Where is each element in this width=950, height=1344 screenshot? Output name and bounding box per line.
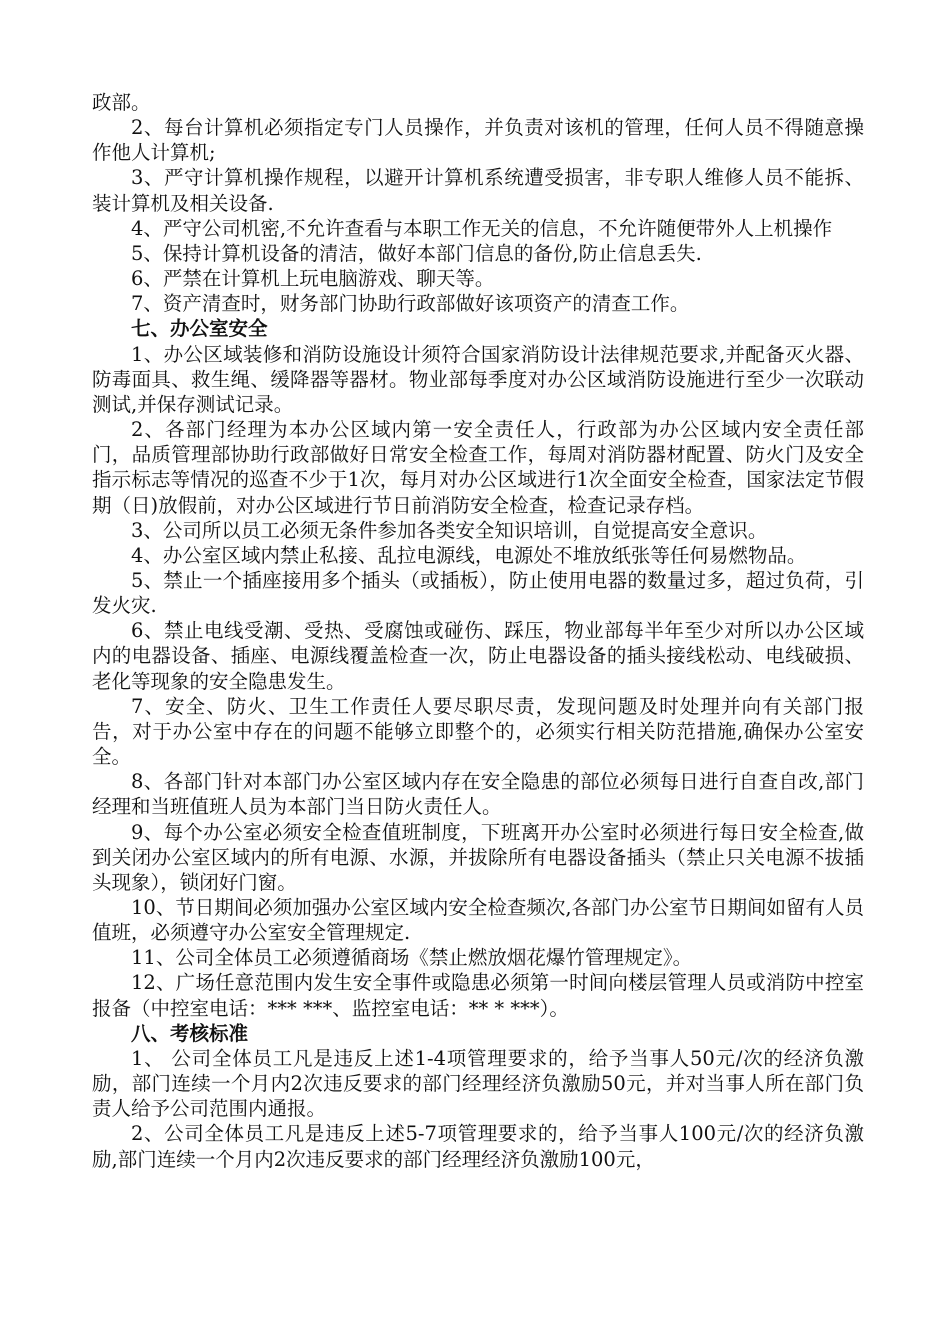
- paragraph-safety-12: 12、广场任意范围内发生安全事件或隐患必须第一时间向楼层管理人员或消防中控室报备（中控室电话：*** ***、监控室电话：** * ***）。: [92, 971, 864, 1020]
- paragraph-safety-8: 8、各部门针对本部门办公室区域内存在安全隐患的部位必须每日进行自查自改,部门经理和当班值班人员为本部门当日防火责任人。: [92, 770, 864, 819]
- paragraph-safety-10: 10、节日期间必须加强办公室区域内安全检查频次,各部门办公室节日期间如留有人员值班，必须遵守办公室安全管理规定.: [92, 896, 865, 945]
- paragraph-safety-4: 4、办公室区域内禁止私接、乱拉电源线，电源处不堆放纸张等任何易燃物品。: [131, 543, 807, 567]
- section-heading-office-safety: 七、办公室安全: [131, 317, 268, 341]
- paragraph-safety-6: 6、禁止电线受潮、受热、受腐蚀或碰伤、踩压，物业部每半年至少对所以办公区域内的电器设备、插座、电源线覆盖检查一次，防止电器设备的插头接线松动、电线破损、老化等现象的安全隐患发生。: [92, 619, 864, 693]
- paragraph-safety-9: 9、每个办公室必须安全检查值班制度，下班离开办公室时必须进行每日安全检查,做到关闭办公室区域内的所有电源、水源，并拔除所有电器设备插头（禁止只关电源不拔插头现象），锁闭好门窗。: [92, 820, 864, 894]
- paragraph-computer-6: 6、严禁在计算机上玩电脑游戏、聊天等。: [131, 267, 495, 291]
- paragraph-safety-5: 5、禁止一个插座接用多个插头（或插板），防止使用电器的数量过多，超过负荷，引发火灾.: [92, 568, 864, 618]
- paragraph-assessment-2: 2、公司全体员工凡是违反上述5-7项管理要求的，给予当事人100元/次的经济负激励,部门连续一个月内2次违反要求的部门经理经济负激励100元，: [92, 1122, 864, 1171]
- paragraph-computer-2: 2、每台计算机必须指定专门人员操作，并负责对该机的管理，任何人员不得随意操作他人计算机;: [92, 116, 864, 165]
- paragraph-safety-1: 1、办公区域装修和消防设施设计须符合国家消防设计法律规范要求,并配备灭火器、防毒面具、救生绳、缓降器等器材。物业部每季度对办公区域消防设施进行至少一次联动测试,并保存测试记录。: [92, 342, 864, 416]
- paragraph-safety-7: 7、安全、防火、卫生工作责任人要尽职尽责，发现问题及时处理并向有关部门报告，对于办公室中存在的问题不能够立即整个的，必须实行相关防范措施,确保办公室安全。: [92, 694, 864, 769]
- document-page: [92, 90, 864, 1172]
- paragraph-computer-7: 7、资产清查时，财务部门协助行政部做好该项资产的清查工作。: [131, 292, 690, 316]
- paragraph-continuation: 政部。: [92, 91, 151, 114]
- paragraph-safety-2: 2、各部门经理为本办公区域内第一安全责任人，行政部为办公区域内安全责任部门，品质管理部协助行政部做好日常安全检查工作，每周对消防器材配置、防火门及安全指示标志等情况的巡查不少于1次，每月对办公区域进行1次全面安全检查，国家法定节假期（日)放假前，对办公区域进行节日前消防安全检查，检查记录存档。: [92, 418, 864, 517]
- paragraph-computer-3: 3、严守计算机操作规程，以避开计算机系统遭受损害，非专职人维修人员不能拆、装计算机及相关设备.: [92, 166, 864, 215]
- paragraph-safety-3: 3、公司所以员工必须无条件参加各类安全知识培训，自觉提高安全意识。: [131, 518, 768, 542]
- paragraph-safety-11: 11、公司全体员工必须遵循商场《禁止燃放烟花爆竹管理规定》。: [131, 946, 693, 970]
- section-heading-assessment: 八、考核标准: [131, 1021, 249, 1045]
- paragraph-computer-5: 5、保持计算机设备的清洁，做好本部门信息的备份,防止信息丢失.: [131, 241, 702, 265]
- paragraph-assessment-1: 1、 公司全体员工凡是违反上述1-4项管理要求的，给予当事人50元/次的经济负激励，部门连续一个月内2次违反要求的部门经理经济负激励50元，并对当事人所在部门负责人给予公司范围内通报。: [92, 1046, 864, 1121]
- paragraph-computer-4: 4、严守公司机密,不允许查看与本职工作无关的信息，不允许随便带外人上机操作: [131, 216, 833, 240]
